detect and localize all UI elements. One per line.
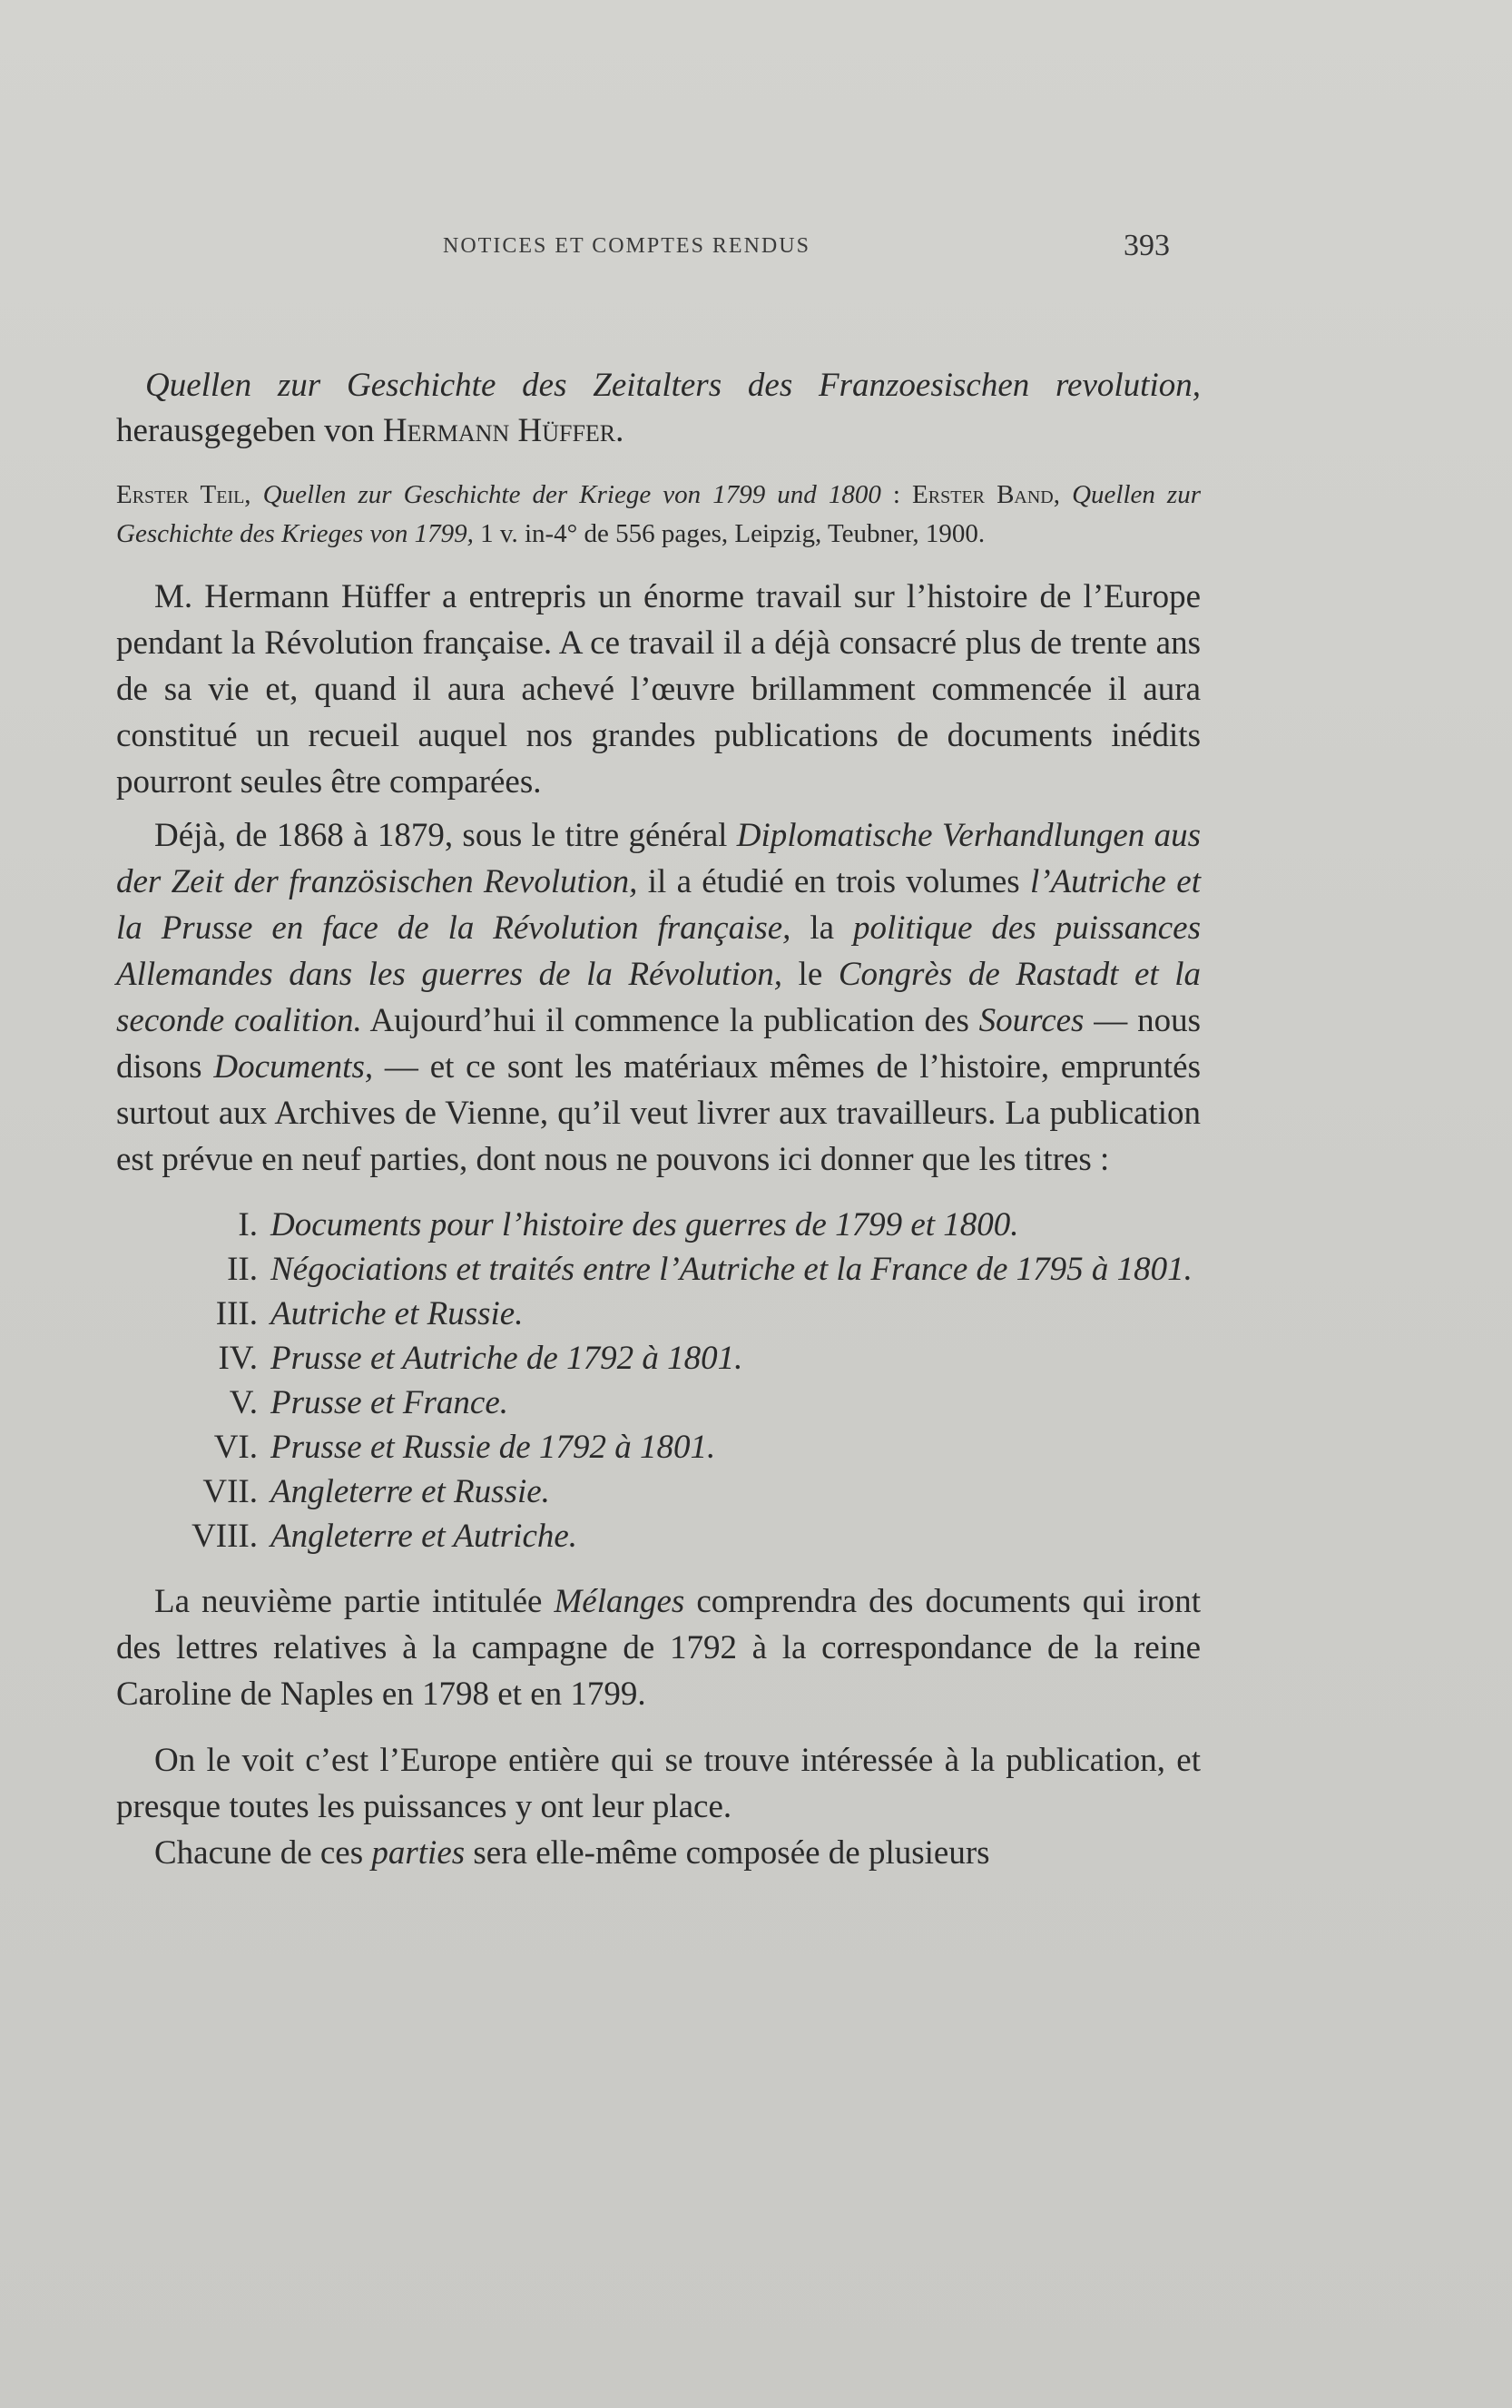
part-title: Angleterre et Autriche. <box>270 1518 578 1555</box>
list-item <box>116 1381 1201 1425</box>
text-span: La neuvième partie intitulée <box>154 1583 555 1620</box>
list-item <box>116 1292 1201 1336</box>
list-item <box>116 1514 1201 1558</box>
part-title: Angleterre et Russie. <box>270 1473 550 1510</box>
part-numeral: II. <box>227 1251 258 1288</box>
paragraph-ninth-part <box>116 1578 1201 1717</box>
paragraph-intro: M. Hermann Hüffer a entrepris un énorme travail sur l’histoire de l’Europe pendant la Révolution française. A ce travail il a déjà consacré plus de trente ans de sa vie et, quand il aura achevé l’œuvre brillamment commencée il aura constitué un recueil auquel nos grandes publications de documents inédits pourront seules être comparées. <box>116 578 1201 801</box>
band-label: Erster Band, <box>912 480 1060 509</box>
text-span: le <box>781 956 839 993</box>
text-span: Chacune de ces <box>154 1834 372 1872</box>
page-number: 393 <box>1124 229 1170 262</box>
work-title: Quellen zur Geschichte des Zeitalters des Franzoesischen revolution, <box>145 367 1201 404</box>
text-span: Déjà, de 1868 à 1879, sous le titre général <box>154 817 737 854</box>
text-span: — et ce sont les matériaux mêmes de l’histoire, empruntés surtout aux Archives de Vienne, qu’il veut livrer aux travailleurs. La publication est prévue en neuf parties, dont nous ne pouvons ici donner que les titres : <box>116 1048 1201 1178</box>
text-span: comprendra des documents qui iront des lettres relatives à la campagne de 1792 à la correspondance de la reine Caroline de Naples en 1798 et en 1799. <box>116 1583 1201 1713</box>
page-header <box>0 229 1512 270</box>
part-title: Autriche et Russie. <box>270 1295 524 1332</box>
italic-title: Diplomatische Verhandlungen aus der Zeit der französischen Revolution, <box>116 817 1201 900</box>
italic-title: Congrès de Rastadt et la seconde coalition. <box>116 956 1202 1039</box>
text-span: la <box>790 909 853 947</box>
list-item <box>116 1425 1201 1469</box>
italic-word: parties <box>371 1834 466 1872</box>
part-title: Négociations et traités entre l’Autriche et la France de 1795 à 1801. <box>270 1251 1193 1288</box>
part-title: Prusse et Autriche de 1792 à 1801. <box>270 1340 743 1377</box>
parts-list <box>116 1203 1201 1558</box>
part-numeral: VII. <box>202 1473 258 1510</box>
paragraph-europe: On le voit c’est l’Europe entière qui se trouve intéressée à la publication, et presque toutes les puissances y ont leur place. <box>116 1742 1201 1825</box>
text-block <box>116 363 1201 1876</box>
publication-details: 1 v. in-4° de 556 pages, Leipzig, Teubner, 1900. <box>473 519 986 548</box>
editor-name: Hermann Hüffer. <box>382 412 624 449</box>
text-span: il a étudié en trois volumes <box>637 863 1030 900</box>
part-title: Prusse et France. <box>270 1384 509 1421</box>
text-span: sera elle-même composée de plusieurs <box>465 1834 990 1872</box>
list-item <box>116 1469 1201 1514</box>
italic-word: Mélanges <box>554 1583 685 1620</box>
italic-word: Sources <box>978 1002 1085 1039</box>
part-title: Quellen zur Geschichte der Kriege von 1799 und 1800 <box>250 480 881 509</box>
italic-word: Documents, <box>213 1048 374 1086</box>
list-item <box>116 1203 1201 1247</box>
band-title: Quellen zur Geschichte des Krieges von 1799, <box>116 480 1202 548</box>
reference-details <box>116 476 1201 554</box>
part-colon: : <box>880 480 900 509</box>
paragraph-parts <box>116 1830 1201 1876</box>
list-item <box>116 1336 1201 1381</box>
part-title: Prusse et Russie de 1792 à 1801. <box>270 1429 716 1466</box>
part-title: Documents pour l’histoire des guerres de 1799 et 1800. <box>270 1206 1019 1243</box>
reference-title <box>116 363 1201 454</box>
text-span: — nous disons <box>116 1002 1201 1086</box>
italic-title: politique des puissances Allemandes dans les guerres de la Révolution, <box>116 909 1201 993</box>
paragraph-previous-work <box>116 812 1201 1183</box>
part-numeral: VIII. <box>191 1518 258 1555</box>
running-title: NOTICES ET COMPTES RENDUS <box>443 234 810 258</box>
list-item <box>116 1247 1201 1292</box>
title-connector: herausgegeben von <box>116 412 383 449</box>
part-numeral: V. <box>229 1384 258 1421</box>
part-numeral: I. <box>238 1206 258 1243</box>
italic-title: l’Autriche et la Prusse en face de la Révolution française, <box>116 863 1201 947</box>
part-numeral: VI. <box>213 1429 258 1466</box>
text-span: Aujourd’hui il commence la publication des <box>361 1002 979 1039</box>
part-numeral: IV. <box>218 1340 258 1377</box>
part-numeral: III. <box>215 1295 258 1332</box>
part-label: Erster Teil, <box>116 480 251 509</box>
